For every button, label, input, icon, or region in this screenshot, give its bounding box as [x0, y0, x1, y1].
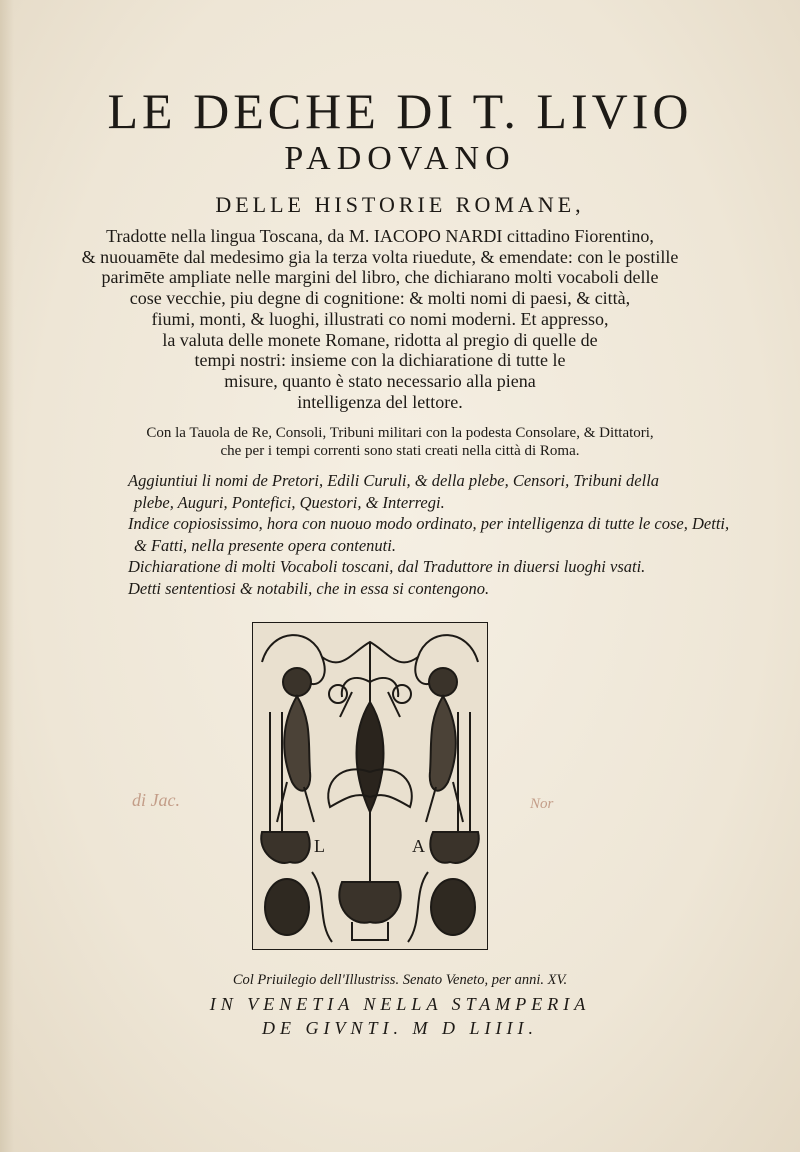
printers-device-woodcut [252, 622, 488, 950]
tavola-paragraph [80, 424, 720, 460]
description-line: Tradotte nella lingua Toscana, da M. IACOPO NARDI cittadino Fiorentino, [106, 226, 654, 246]
contents-line: & Fatti, nella presente opera contenuti. [134, 535, 396, 555]
description-line: tempi nostri: insieme con la dichiaratione di tutte le [194, 350, 566, 371]
tavola-line: che per i tempi correnti sono stati creati nella città di Roma. [220, 443, 580, 459]
contents-line: Aggiuntiui li nomi de Pretori, Edili Curuli, & della plebe, Censori, Tribuni della [128, 471, 660, 490]
description-line: misure, quanto è stato necessario alla piena [224, 370, 536, 391]
contents-line: Detti sententiosi & notabili, che in essa si contengono. [128, 578, 490, 598]
woodcut-letter-right: A [412, 836, 425, 856]
tavola-line: Con la Tauola de Re, Consoli, Tribuni militari con la podesta Consolare, & Dittatori, [146, 425, 654, 441]
description-line: parimēte ampliate nelle margini del libro, che dichiarano molti vocaboli delle [101, 267, 659, 288]
description-line: cose vecchie, piu degne di cognitione: & molti nomi di paesi, & città, [129, 288, 631, 309]
description-line: fiumi, monti, & luoghi, illustrati co nomi moderni. Et appresso, [151, 308, 609, 329]
subtitle-historie: DELLE HISTORIE ROMANE, [215, 192, 585, 217]
contents-line: Dichiaratione di molti Vocaboli toscani, dal Traduttore in diuersi luoghi vsati. [128, 557, 646, 576]
privilege-line: Col Priuilegio dell'Illustriss. Senato Veneto, per anni. XV. [232, 972, 568, 988]
description-line: intelligenza del lettore. [297, 391, 463, 412]
woodcut-letter-left: L [314, 836, 325, 856]
contents-line: Indice copiosissimo, hora con nuouo modo ordinato, per intelligenza di tutte le cose, Detti, [128, 514, 730, 533]
imprint-place: IN VENETIA NELLA STAMPERIA [209, 994, 591, 1014]
contents-line: plebe, Auguri, Pontefici, Questori, & Interregi. [134, 492, 445, 512]
manuscript-note: Nor [530, 796, 554, 812]
contents-list [128, 470, 730, 599]
description-paragraph [60, 226, 700, 412]
subtitle-padovano: PADOVANO [284, 140, 516, 177]
main-title: LE DECHE DI T. LIVIO [107, 83, 693, 139]
description-line: la valuta delle monete Romane, ridotta al pregio di quelle de [162, 329, 598, 350]
description-line: & nuouamēte dal medesimo gia la terza volta riuedute, & emendate: con le postille [81, 246, 679, 267]
imprint-printer-date: DE GIVNTI. M D LIIII. [262, 1018, 538, 1038]
manuscript-note: di Jac. [132, 790, 180, 810]
